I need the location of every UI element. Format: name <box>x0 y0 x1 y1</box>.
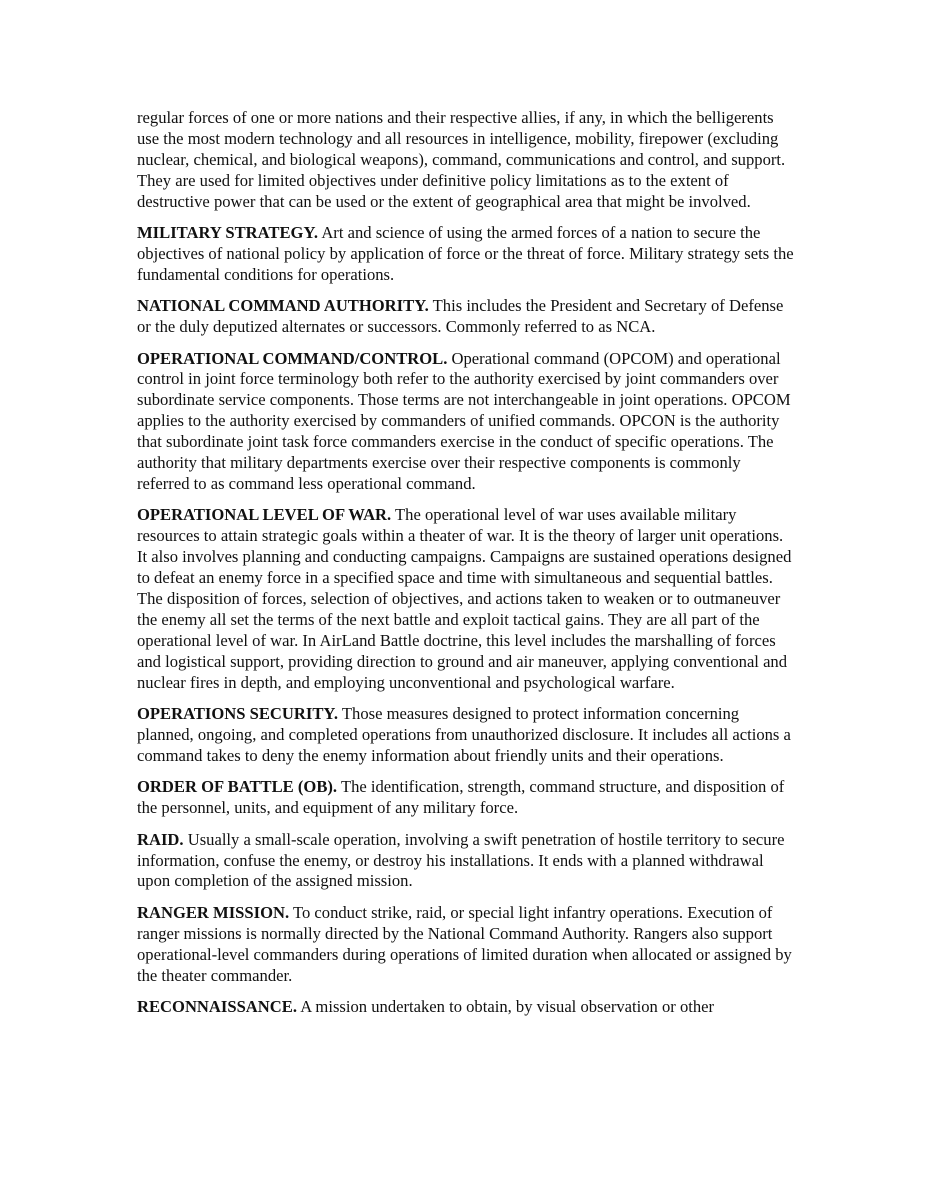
glossary-term: NATIONAL COMMAND AUTHORITY. <box>137 296 429 316</box>
glossary-term: OPERATIONAL COMMAND/CONTROL. <box>137 348 448 368</box>
glossary-definition: To conduct strike, raid, or special light infantry operations. Execution of ranger missions is normally directed by the National Command Authority. Rangers also support operational-level commanders during operations of limited duration when allocated or assigned by the theater commander. <box>137 902 792 985</box>
glossary-entry-operations-security <box>137 704 797 767</box>
glossary-definition: The identification, strength, command structure, and disposition of the personnel, units, and equipment of any military force. <box>137 777 785 818</box>
glossary-entry-reconnaissance <box>137 997 797 1018</box>
glossary-entry-military-strategy <box>137 223 797 286</box>
glossary-definition: Usually a small-scale operation, involving a swift penetration of hostile territory to secure information, confuse the enemy, or destroy his installations. It ends with a planned withdrawal upon completion of the assigned mission. <box>137 829 785 891</box>
glossary-entry-raid <box>137 830 797 893</box>
glossary-definition: Art and science of using the armed forces of a nation to secure the objectives of national policy by application of force or the threat of force. Military strategy sets the fundamental conditions for operations. <box>137 223 794 284</box>
glossary-term: RANGER MISSION. <box>137 902 290 922</box>
glossary-term: RAID. <box>137 829 184 849</box>
glossary-entry-order-of-battle <box>137 777 797 819</box>
glossary-entry-operational-command-control <box>137 349 797 495</box>
glossary-definition: This includes the President and Secretary of Defense or the duly deputized alternates or successors. Commonly referred to as NCA. <box>137 296 784 337</box>
glossary-term: OPERATIONAL LEVEL OF WAR. <box>137 505 392 525</box>
document-page <box>137 108 797 1028</box>
continuation-paragraph: regular forces of one or more nations and their respective allies, if any, in which the belligerents use the most modern technology and all resources in intelligence, mobility, firepower (excluding nuclear, chemical, and biological weapons), command, communications and control, and support. They are used for limited objectives under definitive policy limitations as to the extent of destructive power that can be used or the extent of geographical area that might be involved. <box>137 108 786 211</box>
glossary-entry-national-command-authority <box>137 296 797 338</box>
glossary-term: OPERATIONS SECURITY. <box>137 704 339 724</box>
glossary-definition: A mission undertaken to obtain, by visual observation or other <box>300 996 715 1016</box>
glossary-term: ORDER OF BATTLE (OB). <box>137 777 338 797</box>
glossary-definition: Those measures designed to protect information concerning planned, ongoing, and completed operations from unauthorized disclosure. It includes all actions a command takes to deny the enemy information about friendly units and their operations. <box>137 704 791 765</box>
glossary-definition: The operational level of war uses available military resources to attain strategic goals within a theater of war. It is the theory of larger unit operations. It also involves planning and conducting campaigns. Campaigns are sustained operations designed to defeat an enemy force in a specified space and time with simultaneous and sequential battles. The disposition of forces, selection of objectives, and actions taken to weaken or to outmaneuver the enemy all set the terms of the next battle and exploit tactical gains. They are all part of the operational level of war. In AirLand Battle doctrine, this level includes the marshalling of forces and logistical support, providing direction to ground and air maneuver, applying conventional and nuclear fires in depth, and employing unconventional and psychological warfare. <box>137 505 792 692</box>
glossary-entry-operational-level-of-war <box>137 505 797 693</box>
glossary-definition: Operational command (OPCOM) and operational control in joint force terminology both refer to the authority exercised by joint commanders over subordinate service components. Those terms are not interchangeable in joint operations. OPCOM applies to the authority exercised by commanders of unified commands. OPCON is the authority that subordinate joint task force commanders exercise in the conduct of specific operations. The authority that military departments exercise over their respective components is commonly referred to as command less operational command. <box>137 348 791 493</box>
glossary-term: RECONNAISSANCE. <box>137 996 297 1016</box>
glossary-entry-ranger-mission <box>137 903 797 987</box>
glossary-term: MILITARY STRATEGY. <box>137 223 319 243</box>
